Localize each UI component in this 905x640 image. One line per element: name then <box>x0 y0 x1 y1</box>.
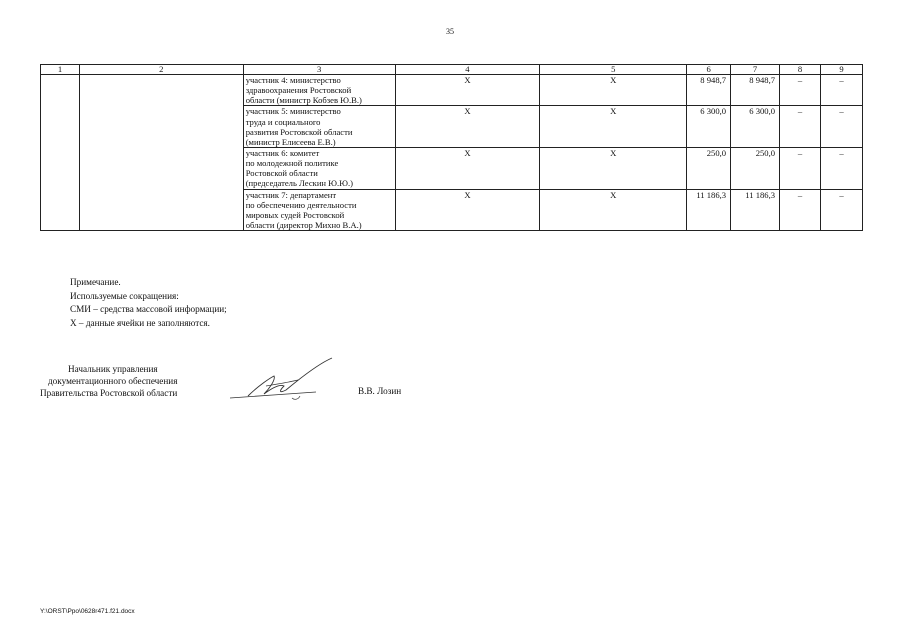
cell-col9: – <box>820 75 862 106</box>
participant-description <box>243 147 395 189</box>
table-row <box>41 75 863 106</box>
desc-line: участник 6: комитет <box>245 147 320 158</box>
cell-col4: Х <box>395 106 540 148</box>
header-cell: 7 <box>731 65 780 75</box>
notes-block <box>70 276 227 330</box>
notes-line: Х – данные ячейки не заполняются. <box>70 317 210 328</box>
table-row <box>41 189 863 231</box>
header-cell: 8 <box>780 65 821 75</box>
notes-line: СМИ – средства массовой информации; <box>70 304 227 314</box>
header-cell: 6 <box>687 65 731 75</box>
empty-cell <box>41 75 80 106</box>
notes-line: Используемые сокращения: <box>70 290 179 301</box>
participant-description <box>243 106 395 148</box>
header-cell: 2 <box>79 65 243 75</box>
notes-title: Примечание. <box>70 277 121 287</box>
desc-line: труда и социального <box>245 116 321 127</box>
cell-col7: 250,0 <box>731 147 780 189</box>
signer-name: В.В. Лозин <box>358 386 402 396</box>
empty-cell <box>79 106 243 148</box>
desc-line: (председатель Лескин Ю.Ю.) <box>245 178 353 189</box>
desc-line: участник 5: министерство <box>245 106 341 117</box>
cell-col9: – <box>820 147 862 189</box>
desc-line: участник 4: министерство <box>245 75 341 85</box>
empty-cell <box>41 189 80 231</box>
desc-line: развития Ростовской области <box>245 126 353 137</box>
participant-description <box>243 75 395 106</box>
header-cell: 3 <box>243 65 395 75</box>
participant-description <box>243 189 395 231</box>
desc-line: здравоохранения Ростовской <box>245 85 352 96</box>
signer-title-line-3: Правительства Ростовской области <box>40 388 178 398</box>
cell-col5: Х <box>540 147 687 189</box>
cell-col9: – <box>820 106 862 148</box>
desc-line: участник 7: департамент <box>245 189 337 200</box>
cell-col8: – <box>780 106 821 148</box>
page-number: 35 <box>446 27 454 36</box>
table-row <box>41 147 863 189</box>
cell-col7: 6 300,0 <box>731 106 780 148</box>
cell-col8: – <box>780 75 821 106</box>
desc-line: области (директор Михно В.А.) <box>245 219 362 230</box>
cell-col5: Х <box>540 106 687 148</box>
signature-icon <box>228 356 338 404</box>
column-number-header <box>41 65 863 75</box>
signer-title-line-1: Начальник управления <box>68 364 158 374</box>
header-cell: 9 <box>820 65 862 75</box>
budget-table <box>40 64 863 231</box>
cell-col9: – <box>820 189 862 231</box>
file-path-footer: Y:\ORST\Ppo\0628r471.f21.docx <box>40 608 135 615</box>
cell-col6: 6 300,0 <box>687 106 731 148</box>
empty-cell <box>41 106 80 148</box>
empty-cell <box>79 189 243 231</box>
desc-line: по молодежной политике <box>245 158 339 169</box>
desc-line: по обеспечению деятельности <box>245 199 357 210</box>
cell-col5: Х <box>540 189 687 231</box>
cell-col4: Х <box>395 75 540 106</box>
cell-col7: 8 948,7 <box>731 75 780 106</box>
table-row <box>41 106 863 148</box>
empty-cell <box>79 147 243 189</box>
desc-line: мировых судей Ростовской <box>245 209 345 220</box>
signer-title-line-2: документационного обеспечения <box>48 376 178 386</box>
desc-line: Ростовской области <box>245 168 318 179</box>
empty-cell <box>41 147 80 189</box>
cell-col5: Х <box>540 75 687 106</box>
cell-col8: – <box>780 189 821 231</box>
header-cell: 4 <box>395 65 540 75</box>
empty-cell <box>79 75 243 106</box>
header-cell: 1 <box>41 65 80 75</box>
cell-col6: 250,0 <box>687 147 731 189</box>
cell-col6: 11 186,3 <box>687 189 731 231</box>
cell-col4: Х <box>395 147 540 189</box>
cell-col8: – <box>780 147 821 189</box>
cell-col6: 8 948,7 <box>687 75 731 106</box>
desc-line: (министр Елисеева Е.В.) <box>245 136 336 147</box>
cell-col7: 11 186,3 <box>731 189 780 231</box>
desc-line: области (министр Кобзев Ю.В.) <box>245 95 362 106</box>
header-cell: 5 <box>540 65 687 75</box>
cell-col4: Х <box>395 189 540 231</box>
